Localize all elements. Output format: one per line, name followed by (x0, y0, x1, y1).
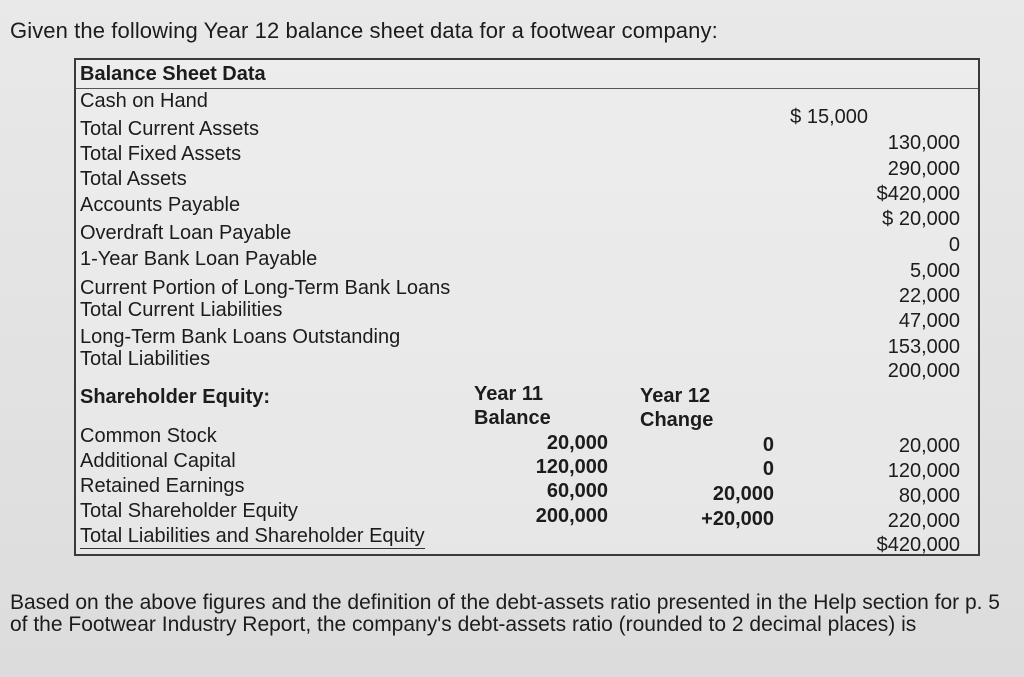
year11-value: 200,000 (535, 505, 608, 527)
row-value: $ 20,000 (882, 208, 960, 230)
equity-row-label: Additional Capital (80, 450, 236, 472)
table-header (76, 60, 978, 89)
equity-heading: Shareholder Equity: (80, 386, 271, 408)
year11-value: 60,000 (546, 480, 608, 502)
row-value: 130,000 (887, 132, 960, 154)
row-value: 47,000 (898, 310, 960, 332)
question-text: Based on the above figures and the definition of the debt-assets ratio presented in the Help section for p. 5 of the Footwear Industry Report, the company's debt-assets ratio (rounded to 2 decimal places) is (10, 591, 1000, 636)
equity-row-label: Total Liabilities and Shareholder Equity (80, 525, 425, 547)
equity-value: 220,000 (887, 510, 960, 532)
row-value: 200,000 (887, 360, 960, 382)
intro-text: Given the following Year 12 balance sheet data for a footwear company: (10, 18, 718, 43)
row-label: Total Current Assets (80, 118, 259, 140)
equity-value: 20,000 (898, 435, 960, 457)
year11-value: 120,000 (535, 456, 608, 478)
year12-change: 0 (762, 434, 774, 456)
year12-change: 0 (762, 458, 774, 480)
row-label: Accounts Payable (80, 194, 241, 216)
row-value: $ 15,000 (790, 106, 868, 128)
row-label: 1-Year Bank Loan Payable (80, 248, 318, 270)
equity-row-label: Total Shareholder Equity (80, 500, 298, 522)
row-label: Current Portion of Long-Term Bank Loans (80, 277, 451, 299)
row-label: Total Assets (80, 168, 187, 190)
year11-value: 20,000 (546, 432, 608, 454)
row-label: Cash on Hand (80, 90, 208, 112)
equity-value: 120,000 (887, 460, 960, 482)
row-value: 290,000 (887, 158, 960, 180)
row-label: Total Current Liabilities (80, 299, 283, 321)
row-value: $420,000 (876, 183, 960, 205)
row-value: 0 (948, 234, 960, 256)
column-header-year12: Year 12 Change (640, 385, 714, 431)
year12-change: +20,000 (701, 508, 774, 530)
row-label: Overdraft Loan Payable (80, 222, 292, 244)
row-value: 22,000 (898, 285, 960, 307)
column-header-year11: Year 11 Balance (474, 383, 551, 429)
equity-row-label: Common Stock (80, 425, 217, 447)
row-label: Total Fixed Assets (80, 143, 242, 165)
row-label: Total Liabilities (80, 348, 211, 370)
balance-sheet-table (74, 58, 980, 556)
table-title: Balance Sheet Data (80, 63, 266, 85)
row-value: 153,000 (887, 336, 960, 358)
equity-value: 80,000 (898, 485, 960, 507)
row-value: 5,000 (909, 260, 960, 282)
row-label: Long-Term Bank Loans Outstanding (80, 326, 401, 348)
equity-value: $420,000 (876, 534, 960, 556)
year12-change: 20,000 (712, 483, 774, 505)
equity-row-label: Retained Earnings (80, 475, 245, 497)
